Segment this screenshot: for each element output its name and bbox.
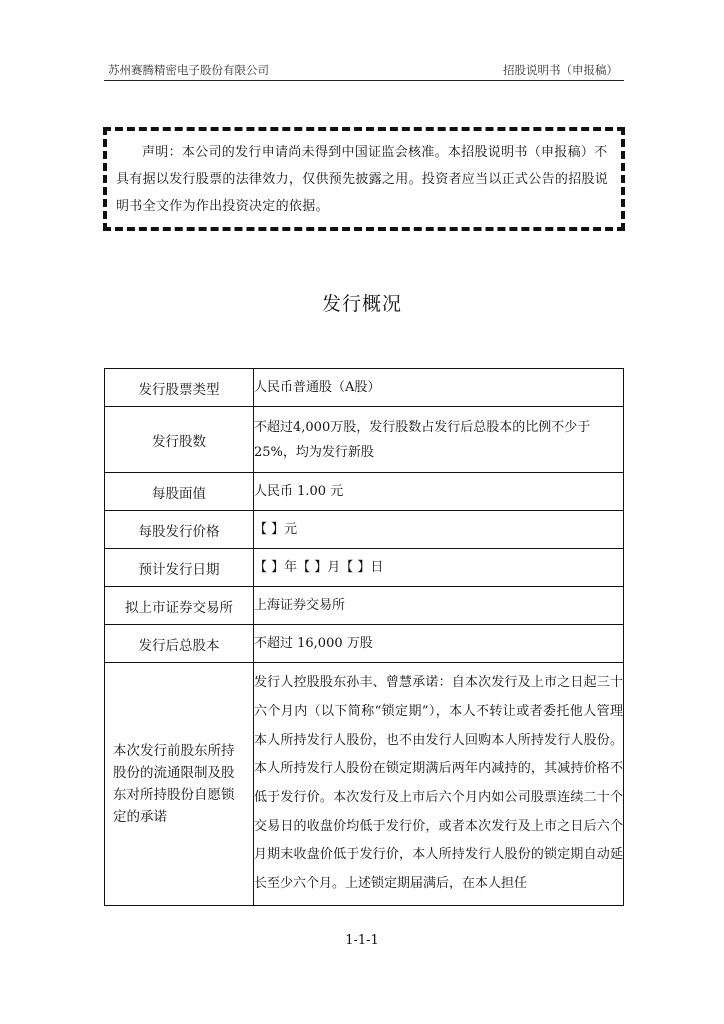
table-row: [105, 549, 624, 587]
row-label: 每股发行价格: [105, 511, 254, 549]
row-value: 不超过4,000万股，发行股数占发行后总股本的比例不少于25%，均为发行新股: [254, 407, 624, 473]
row-label: 发行股票类型: [105, 369, 254, 407]
header-rule: [104, 80, 624, 81]
row-value: 上海证券交易所: [254, 587, 624, 625]
disclaimer-box: [103, 127, 625, 231]
header-company: 苏州赛腾精密电子股份有限公司: [108, 63, 269, 77]
row-value: 人民币 1.00 元: [254, 473, 624, 511]
row-label: 发行股数: [105, 407, 254, 473]
row-label: 拟上市证券交易所: [105, 587, 254, 625]
page-title: 发行概况: [321, 293, 402, 315]
row-value: 发行人控股股东孙丰、曾慧承诺：自本次发行及上市之日起三十六个月内（以下简称“锁定期”），本人不转让或者委托他人管理本人所持发行人股份，也不由发行人回购本人所持发行人股份。本人所持发行人股份在锁定期满后两年内减持的，其减持价格不低于发行价。本次发行及上市后六个月内如公司股票连续二十个交易日的收盘价均低于发行价，或者本次发行及上市之日后六个月期末收盘价低于发行价，本人所持发行人股份的锁定期自动延长至少六个月。上述锁定期届满后，在本人担任: [254, 663, 624, 906]
row-label: 本次发行前股东所持股份的流通限制及股东对所持股份自愿锁定的承诺: [105, 663, 254, 906]
table-row: [105, 511, 624, 549]
table-row: [105, 369, 624, 407]
row-label: 预计发行日期: [105, 549, 254, 587]
table-row: [105, 587, 624, 625]
table-row: [105, 407, 624, 473]
row-value: 不超过 16,000 万股: [254, 625, 624, 663]
table-row: [105, 625, 624, 663]
disclaimer-text: 声明：本公司的发行申请尚未得到中国证监会核准。本招股说明书（申报稿）不具有据以发行股票的法律效力，仅供预先披露之用。投资者应当以正式公告的招股说明书全文作为作出投资决定的依据。: [116, 145, 609, 214]
row-value: 【 】年【 】月【 】日: [254, 549, 624, 587]
page-number: 1-1-1: [345, 933, 379, 948]
row-label: 发行后总股本: [105, 625, 254, 663]
row-label: 每股面值: [105, 473, 254, 511]
row-value: 【 】元: [254, 511, 624, 549]
row-value: 人民币普通股（A股）: [254, 369, 624, 407]
table-row: [105, 663, 624, 906]
table-row: [105, 473, 624, 511]
offering-overview-table: [104, 368, 624, 906]
header-doc-title: 招股说明书（申报稿）: [503, 63, 618, 77]
